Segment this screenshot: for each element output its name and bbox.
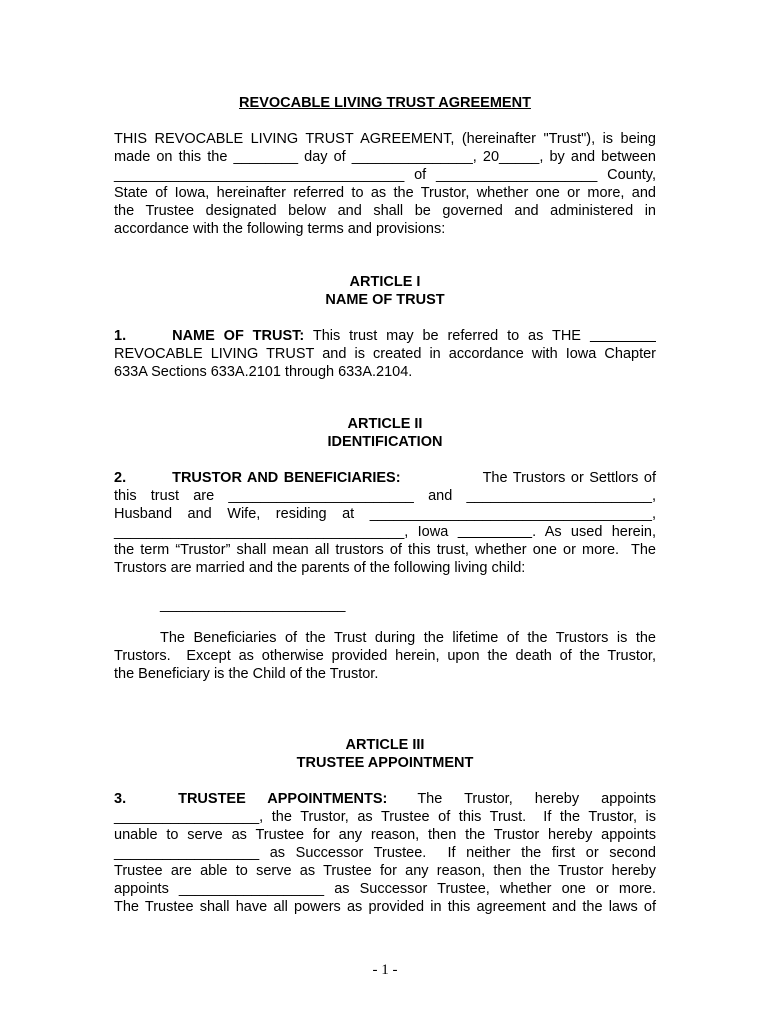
section-2-label: TRUSTOR AND BENEFICIARIES:: [172, 470, 401, 486]
intro-line: THIS REVOCABLE LIVING TRUST AGREEMENT, (hereinafter "Trust"), is being: [114, 131, 656, 147]
address-blank[interactable]: ____________________________________, Iowa: [114, 524, 449, 540]
section-2-address-line: [114, 523, 656, 541]
section-3-line: appoints __________________ as Successor Trustee, whether one or more.: [114, 881, 656, 897]
section-2-text: . As used herein,: [532, 524, 657, 540]
article-2-title: IDENTIFICATION: [327, 434, 443, 450]
intro-paragraph: [114, 130, 656, 238]
section-2-paragraph: [114, 469, 656, 577]
section-3-text: The Trustor, hereby appoints: [417, 791, 656, 807]
section-2-number: 2.: [114, 470, 127, 486]
section-2-line: this trust are _______________________ and _______________________,: [114, 488, 656, 504]
article-2-number: ARTICLE II: [347, 416, 423, 432]
page-number: - 1 -: [372, 962, 398, 978]
section-3-line: __________________ as Successor Trustee. If neither the first or second: [114, 845, 656, 861]
section-2-line: the term “Trustor” shall mean all trustors of this trust, whether one or more. The: [114, 542, 656, 558]
section-3-line: __________________, the Trustor, as Trustee of this Trust. If the Trustor, is: [114, 809, 656, 825]
article-1-number: ARTICLE I: [349, 274, 421, 290]
beneficiaries-line: Trustors. Except as otherwise provided herein, upon the death of the Trustor,: [114, 648, 656, 664]
section-1-text: This trust may be referred to as THE: [312, 328, 581, 344]
child-name-blank[interactable]: [160, 596, 400, 614]
document-title: [114, 94, 656, 112]
intro-line: the Trustee designated below and shall be governed and administered in: [114, 203, 656, 219]
intro-line: State of Iowa, hereinafter referred to as the Trustor, whether one or more, and: [114, 185, 656, 201]
section-3-first-line: [114, 790, 656, 808]
article-3-heading: [114, 736, 656, 772]
child-blank-text: _______________________: [160, 597, 346, 613]
section-1-line: REVOCABLE LIVING TRUST and is created in accordance with Iowa Chapter: [114, 346, 656, 362]
section-2-line: Husband and Wife, residing at ___________________________________,: [114, 506, 656, 522]
beneficiaries-paragraph: [114, 629, 656, 683]
section-2-text: The Trustors or Settlors of: [482, 470, 656, 486]
beneficiaries-text: The Beneficiaries of the Trust during the lifetime of the Trustors is the: [160, 630, 656, 646]
section-1-number: 1.: [114, 328, 127, 344]
section-2-first-line: [114, 469, 656, 487]
trust-name-blank[interactable]: [590, 328, 656, 344]
section-1-paragraph: [114, 327, 656, 381]
article-1-heading: [114, 273, 656, 309]
article-3-number: ARTICLE III: [345, 737, 425, 753]
article-3-title: TRUSTEE APPOINTMENT: [296, 755, 474, 771]
section-3-line: unable to serve as Trustee for any reason, then the Trustor hereby appoints: [114, 827, 656, 843]
intro-line: made on this the ________ day of _______________, 20_____, by and between: [114, 149, 656, 165]
section-1-line: 633A Sections 633A.2101 through 633A.2104.: [114, 364, 413, 380]
intro-line: accordance with the following terms and provisions:: [114, 221, 446, 237]
section-3-line: Trustee are able to serve as Trustee for any reason, then the Trustor hereby: [114, 863, 656, 879]
section-3-paragraph: [114, 790, 656, 916]
title-text: REVOCABLE LIVING TRUST AGREEMENT: [239, 95, 531, 111]
beneficiaries-line: the Beneficiary is the Child of the Trustor.: [114, 666, 379, 682]
section-2-line: Trustors are married and the parents of the following living child:: [114, 560, 526, 576]
zip-blank[interactable]: [458, 524, 533, 540]
article-1-title: NAME OF TRUST: [325, 292, 445, 308]
section-1-first-line: [114, 327, 656, 345]
section-3-label: TRUSTEE APPOINTMENTS:: [178, 791, 388, 807]
intro-line: ____________________________________ of ____________________ County,: [114, 167, 656, 183]
section-3-line: The Trustee shall have all powers as provided in this agreement and the laws of: [114, 899, 656, 915]
beneficiaries-line: [114, 629, 656, 647]
article-2-heading: [114, 415, 656, 451]
section-3-number: 3.: [114, 791, 127, 807]
section-1-label: NAME OF TRUST:: [172, 328, 305, 344]
